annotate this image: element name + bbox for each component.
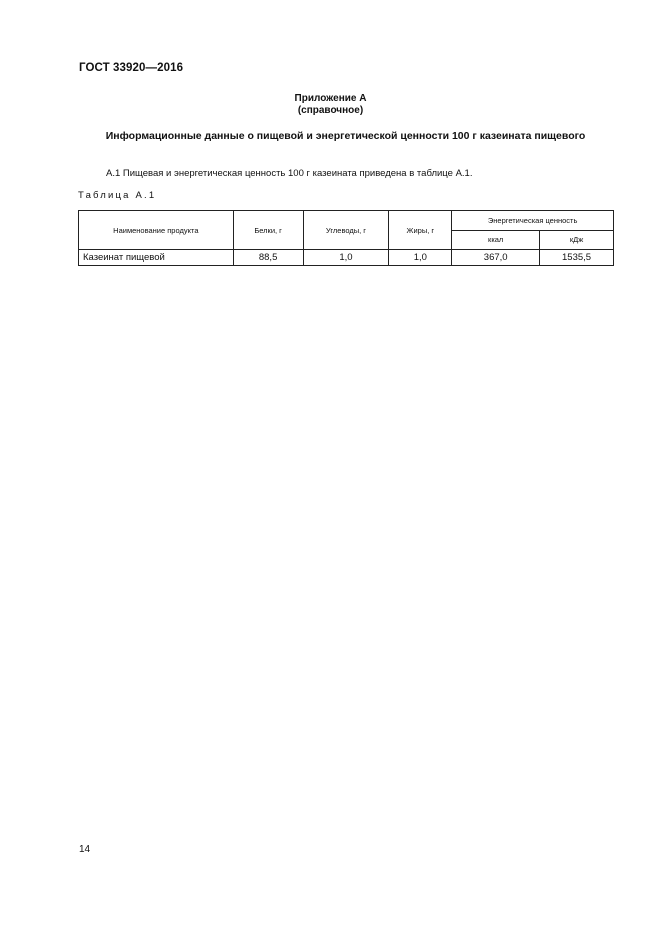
- section-heading: Информационные данные о пищевой и энергетической ценности 100 г казеината пищевого: [105, 130, 586, 142]
- header-energy: Энергетическая ценность: [452, 211, 614, 231]
- cell-kcal: 367,0: [452, 250, 540, 266]
- table-header-row: [79, 211, 614, 231]
- header-product-name: Наименование продукта: [79, 211, 234, 250]
- header-protein: Белки, г: [233, 211, 303, 250]
- cell-product-name: Казеинат пищевой: [79, 250, 234, 266]
- table-caption: Таблица А.1: [78, 190, 157, 201]
- header-kj: кДж: [540, 230, 614, 250]
- cell-kj: 1535,5: [540, 250, 614, 266]
- cell-carbs: 1,0: [303, 250, 389, 266]
- appendix-title: Приложение А: [294, 93, 367, 104]
- body-paragraph: А.1 Пищевая и энергетическая ценность 100 г казеината приведена в таблице А.1.: [106, 168, 473, 179]
- appendix-type: (справочное): [297, 105, 364, 116]
- table-row: [79, 250, 614, 266]
- cell-protein: 88,5: [233, 250, 303, 266]
- nutrition-table: [78, 210, 614, 266]
- cell-fat: 1,0: [389, 250, 452, 266]
- page-number: 14: [79, 844, 91, 855]
- header-carbs: Углеводы, г: [303, 211, 389, 250]
- header-fat: Жиры, г: [389, 211, 452, 250]
- document-standard-number: ГОСТ 33920—2016: [79, 62, 184, 74]
- header-kcal: ккал: [452, 230, 540, 250]
